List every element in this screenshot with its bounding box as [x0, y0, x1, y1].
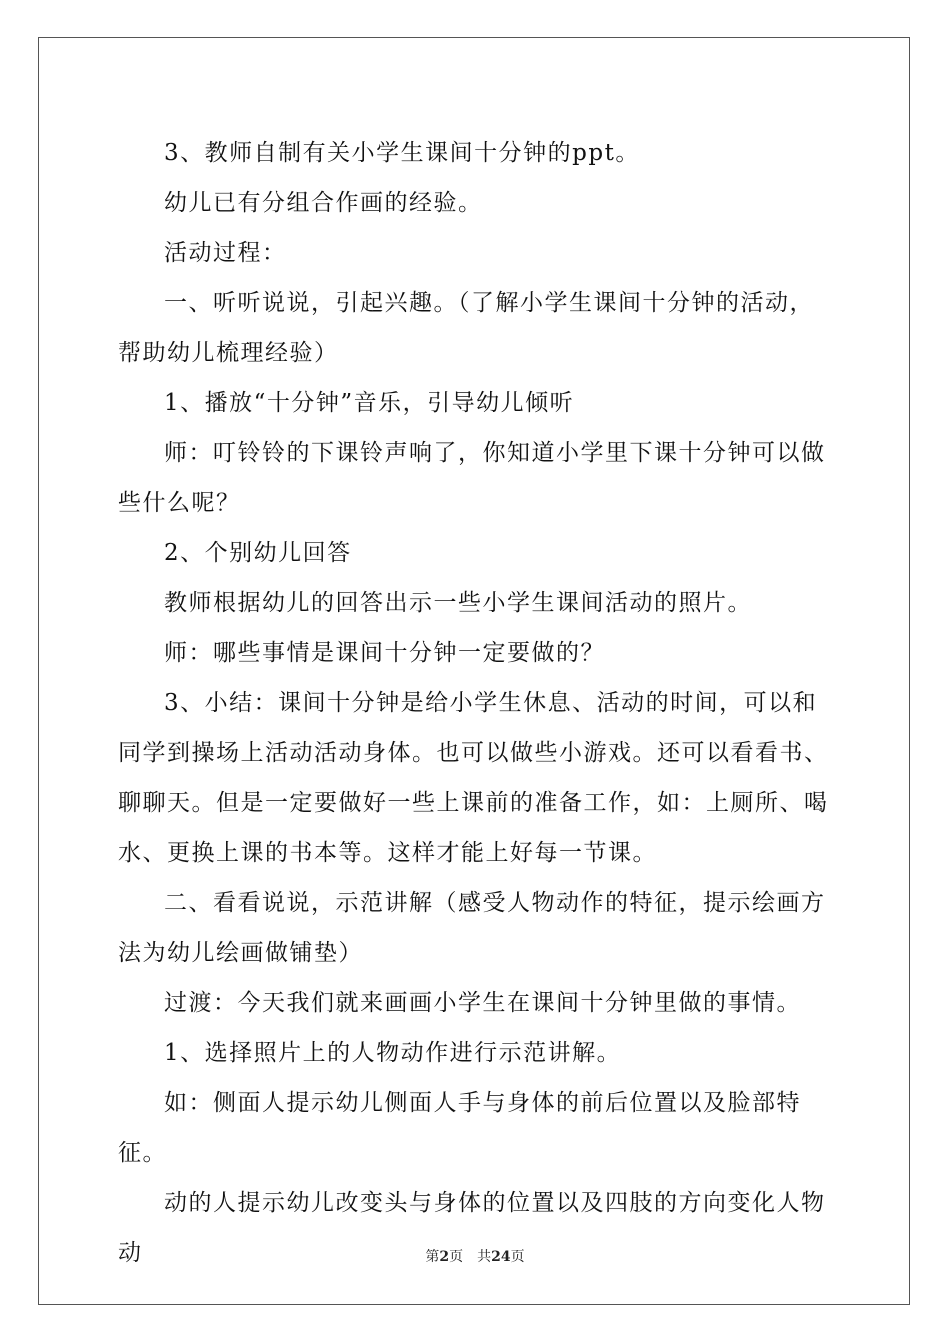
paragraph: 二、看看说说，示范讲解（感受人物动作的特征，提示绘画方法为幼儿绘画做铺垫）: [118, 890, 826, 966]
document-body: [118, 128, 834, 1278]
paragraph: 2、个别幼儿回答: [164, 540, 352, 566]
page-prefix: 第: [425, 1249, 440, 1265]
paragraph: 3、小结：课间十分钟是给小学生休息、活动的时间，可以和同学到操场上活动活动身体。也可以做些小游戏。还可以看看书、聊聊天。但是一定要做好一些上课前的准备工作，如：上厕所、喝水、更换上课的书本等。这样才能上好每一节课。: [118, 690, 829, 866]
paragraph: 1、选择照片上的人物动作进行示范讲解。: [164, 1040, 622, 1066]
paragraph: 活动过程：: [164, 240, 287, 266]
total-pages: 24: [491, 1249, 511, 1265]
paragraph: 教师根据幼儿的回答出示一些小学生课间活动的照片。: [164, 590, 752, 616]
total-suffix: 页: [510, 1249, 525, 1265]
paragraph: 如：侧面人提示幼儿侧面人手与身体的前后位置以及脸部特征。: [118, 1090, 801, 1166]
paragraph: 3、教师自制有关小学生课间十分钟的ppt。: [164, 140, 640, 166]
paragraph: 一、听听说说，引起兴趣。（了解小学生课间十分钟的活动，帮助幼儿梳理经验）: [118, 290, 814, 366]
paragraph: 过渡：今天我们就来画画小学生在课间十分钟里做的事情。: [164, 990, 801, 1016]
paragraph: 幼儿已有分组合作画的经验。: [164, 190, 483, 216]
paragraph: 动的人提示幼儿改变头与身体的位置以及四肢的方向变化人物动: [118, 1190, 826, 1266]
page-number: 2: [439, 1249, 450, 1265]
page-footer: [0, 1247, 950, 1267]
paragraph: 师：哪些事情是课间十分钟一定要做的？: [164, 640, 605, 666]
total-prefix: 共: [477, 1249, 492, 1265]
paragraph: 1、播放“十分钟”音乐，引导幼儿倾听: [164, 390, 575, 416]
page-suffix: 页: [449, 1249, 464, 1265]
paragraph: 师：叮铃铃的下课铃声响了，你知道小学里下课十分钟可以做些什么呢？: [118, 440, 826, 516]
